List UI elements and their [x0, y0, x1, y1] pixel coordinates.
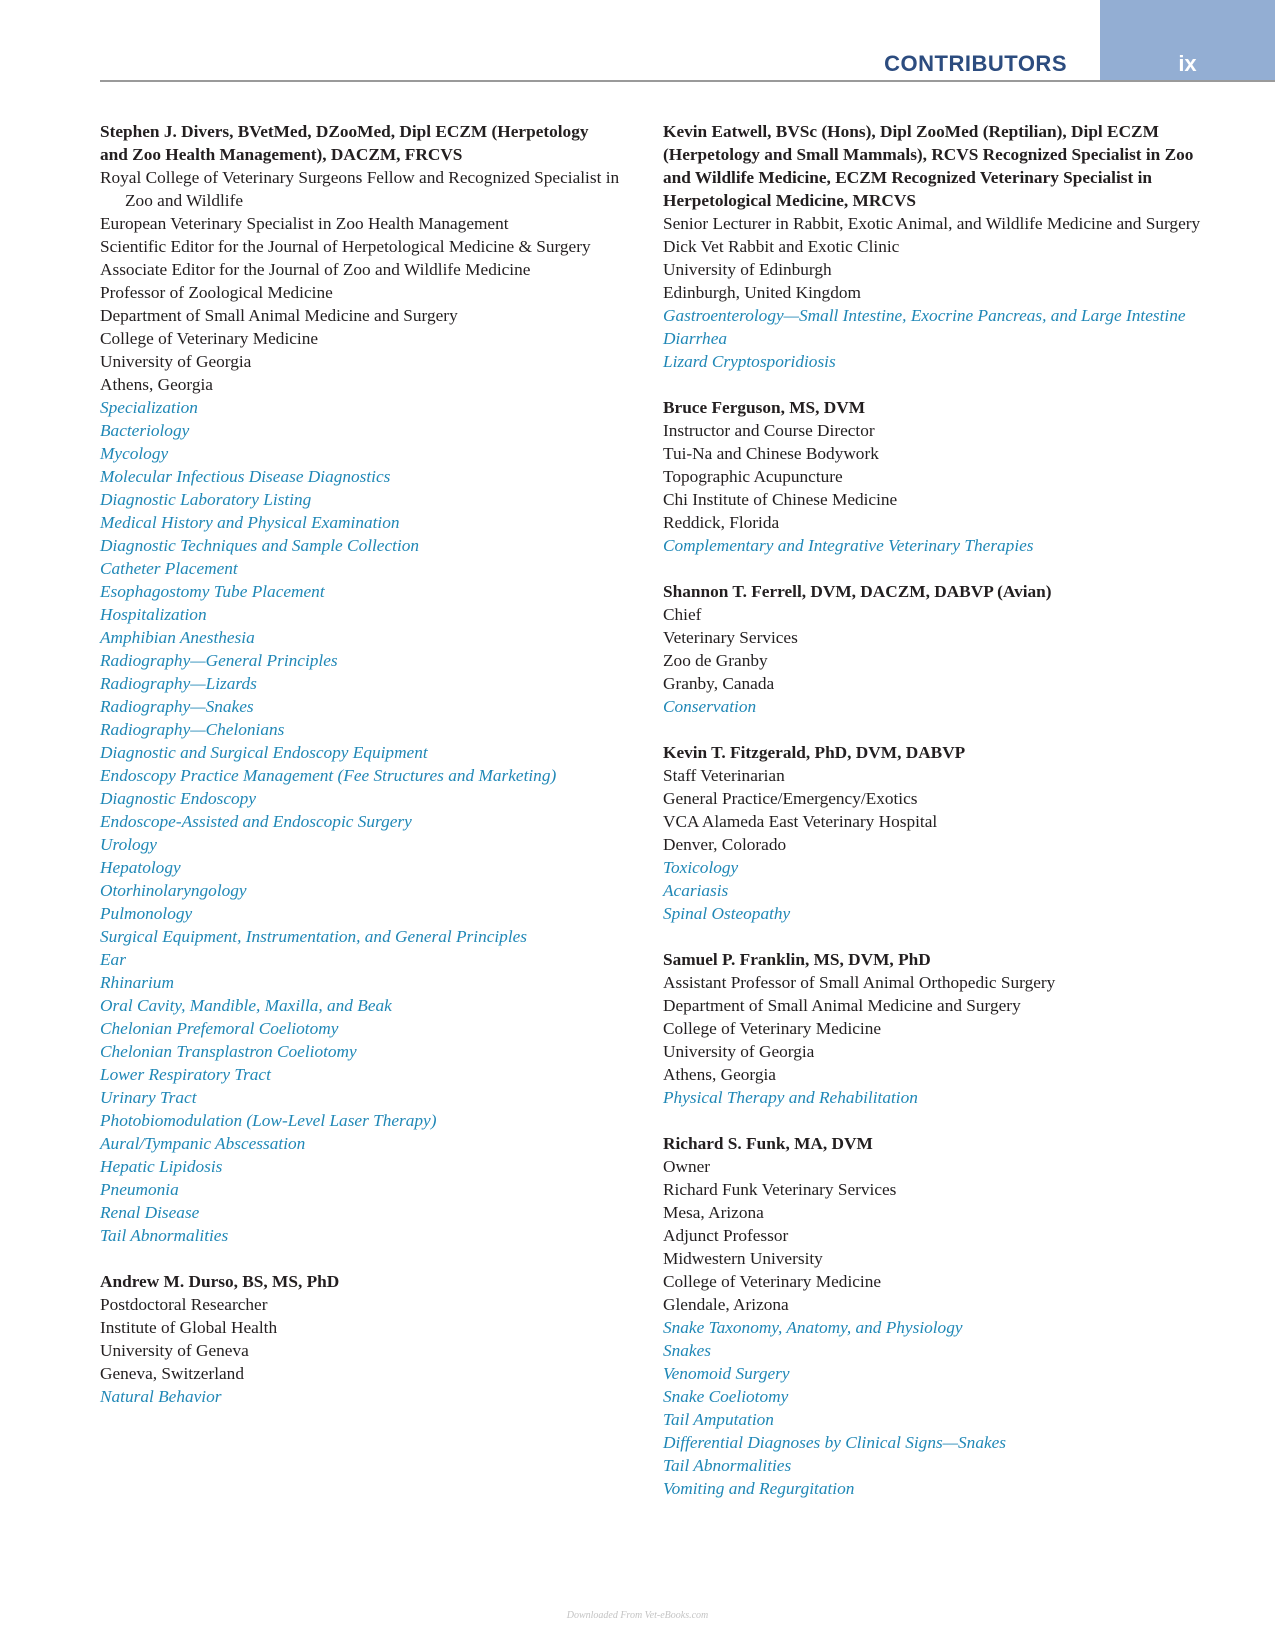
- chapter-link[interactable]: Radiography—Chelonians: [100, 720, 285, 739]
- chapter-link[interactable]: Tail Abnormalities: [100, 1226, 229, 1245]
- affiliation-line: Department of Small Animal Medicine and Surgery: [100, 306, 458, 325]
- affiliation-line: College of Veterinary Medicine: [100, 329, 319, 348]
- affiliation-line: Chief: [663, 605, 702, 624]
- chapter-link[interactable]: Complementary and Integrative Veterinary Therapies: [663, 536, 1034, 555]
- chapter-link[interactable]: Oral Cavity, Mandible, Maxilla, and Beak: [100, 996, 392, 1015]
- contributor-entry: [663, 396, 1203, 557]
- affiliation-line: Glendale, Arizona: [663, 1295, 789, 1314]
- contributors-column-left: [100, 120, 620, 1431]
- affiliation-line: University of Edinburgh: [663, 260, 832, 279]
- chapter-link[interactable]: Physical Therapy and Rehabilitation: [663, 1088, 918, 1107]
- affiliation-line: Professor of Zoological Medicine: [100, 283, 333, 302]
- contributor-name: Richard S. Funk, MA, DVM: [663, 1134, 873, 1153]
- chapter-link[interactable]: Chelonian Prefemoral Coeliotomy: [100, 1019, 339, 1038]
- affiliation-line: VCA Alameda East Veterinary Hospital: [663, 812, 938, 831]
- chapter-link[interactable]: Medical History and Physical Examination: [100, 513, 400, 532]
- chapter-link[interactable]: Lower Respiratory Tract: [100, 1065, 271, 1084]
- chapter-link[interactable]: Conservation: [663, 697, 757, 716]
- chapter-link[interactable]: Natural Behavior: [100, 1387, 222, 1406]
- affiliation-line: College of Veterinary Medicine: [663, 1272, 882, 1291]
- chapter-link[interactable]: Pneumonia: [100, 1180, 179, 1199]
- affiliation-line: University of Geneva: [100, 1341, 249, 1360]
- contributor-name: Bruce Ferguson, MS, DVM: [663, 398, 866, 417]
- chapter-link[interactable]: Aural/Tympanic Abscessation: [100, 1134, 306, 1153]
- chapter-link[interactable]: Rhinarium: [100, 973, 174, 992]
- chapter-link[interactable]: Tail Amputation: [663, 1410, 774, 1429]
- page-number: ix: [1178, 51, 1197, 76]
- contributor-name: Stephen J. Divers, BVetMed, DZooMed, Dipl ECZM (Herpetology and Zoo Health Management), DACZM, FRCVS: [100, 122, 589, 164]
- chapter-link[interactable]: Specialization: [100, 398, 198, 417]
- chapter-link[interactable]: Bacteriology: [100, 421, 190, 440]
- affiliation-line: Mesa, Arizona: [663, 1203, 764, 1222]
- chapter-link[interactable]: Renal Disease: [100, 1203, 200, 1222]
- affiliation-line: Athens, Georgia: [100, 375, 213, 394]
- section-title: CONTRIBUTORS: [884, 51, 1067, 76]
- chapter-link[interactable]: Lizard Cryptosporidiosis: [663, 352, 836, 371]
- affiliation-line: Senior Lecturer in Rabbit, Exotic Animal, and Wildlife Medicine and Surgery: [663, 214, 1201, 233]
- chapter-link[interactable]: Differential Diagnoses by Clinical Signs—Snakes: [663, 1433, 1007, 1452]
- affiliation-line: Postdoctoral Researcher: [100, 1295, 268, 1314]
- affiliation-line: Institute of Global Health: [100, 1318, 278, 1337]
- affiliation-line: Midwestern University: [663, 1249, 823, 1268]
- chapter-link[interactable]: Surgical Equipment, Instrumentation, and General Principles: [100, 927, 528, 946]
- affiliation-line: Owner: [663, 1157, 711, 1176]
- chapter-link[interactable]: Radiography—Lizards: [100, 674, 257, 693]
- chapter-link[interactable]: Radiography—General Principles: [100, 651, 338, 670]
- affiliation-line: Edinburgh, United Kingdom: [663, 283, 861, 302]
- affiliation-line: Instructor and Course Director: [663, 421, 875, 440]
- affiliation-line: Assistant Professor of Small Animal Orthopedic Surgery: [663, 973, 1056, 992]
- contributor-entry: [663, 948, 1203, 1109]
- footer-watermark: Downloaded From Vet-eBooks.com: [566, 1610, 709, 1621]
- affiliation-line: University of Georgia: [663, 1042, 815, 1061]
- contributor-name: Kevin T. Fitzgerald, PhD, DVM, DABVP: [663, 743, 966, 762]
- chapter-link[interactable]: Chelonian Transplastron Coeliotomy: [100, 1042, 357, 1061]
- affiliation-line: College of Veterinary Medicine: [663, 1019, 882, 1038]
- affiliation-line: Athens, Georgia: [663, 1065, 776, 1084]
- chapter-link[interactable]: Tail Abnormalities: [663, 1456, 792, 1475]
- affiliation-line: General Practice/Emergency/Exotics: [663, 789, 918, 808]
- page-number-box: [1100, 0, 1275, 81]
- contributor-entry: [663, 580, 1203, 718]
- chapter-link[interactable]: Endoscopy Practice Management (Fee Structures and Marketing): [100, 766, 557, 785]
- chapter-link[interactable]: Diagnostic Techniques and Sample Collection: [100, 536, 420, 555]
- chapter-link[interactable]: Diagnostic and Surgical Endoscopy Equipment: [100, 743, 428, 762]
- affiliation-line: Associate Editor for the Journal of Zoo and Wildlife Medicine: [100, 260, 531, 279]
- contributor-entry: [663, 1132, 1203, 1500]
- contributor-entry: [663, 741, 1203, 925]
- chapter-link[interactable]: Acariasis: [663, 881, 729, 900]
- header-divider: [100, 80, 1275, 82]
- chapter-link[interactable]: Diagnostic Laboratory Listing: [100, 490, 312, 509]
- chapter-link[interactable]: Toxicology: [663, 858, 739, 877]
- chapter-link[interactable]: Snake Coeliotomy: [663, 1387, 789, 1406]
- chapter-link[interactable]: Hepatology: [100, 858, 181, 877]
- affiliation-line: University of Georgia: [100, 352, 252, 371]
- chapter-link[interactable]: Pulmonology: [100, 904, 193, 923]
- chapter-link[interactable]: Vomiting and Regurgitation: [663, 1479, 855, 1498]
- affiliation-line: Denver, Colorado: [663, 835, 787, 854]
- affiliation-line: Department of Small Animal Medicine and Surgery: [663, 996, 1021, 1015]
- chapter-link[interactable]: Venomoid Surgery: [663, 1364, 790, 1383]
- chapter-link[interactable]: Snake Taxonomy, Anatomy, and Physiology: [663, 1318, 963, 1337]
- contributor-name: Shannon T. Ferrell, DVM, DACZM, DABVP (Avian): [663, 582, 1052, 601]
- chapter-link[interactable]: Snakes: [663, 1341, 711, 1360]
- affiliation-line: Granby, Canada: [663, 674, 775, 693]
- contributor-entry: [663, 120, 1203, 373]
- chapter-link[interactable]: Esophagostomy Tube Placement: [100, 582, 325, 601]
- affiliation-line: European Veterinary Specialist in Zoo Health Management: [100, 214, 509, 233]
- affiliation-line: Dick Vet Rabbit and Exotic Clinic: [663, 237, 900, 256]
- chapter-link[interactable]: Amphibian Anesthesia: [100, 628, 255, 647]
- chapter-link[interactable]: Gastroenterology—Small Intestine, Exocrine Pancreas, and Large Intestine: [663, 306, 1186, 325]
- affiliation-line: Zoo de Granby: [663, 651, 768, 670]
- affiliation-line: Tui-Na and Chinese Bodywork: [663, 444, 879, 463]
- contributor-name: Andrew M. Durso, BS, MS, PhD: [100, 1272, 340, 1291]
- affiliation-line: Richard Funk Veterinary Services: [663, 1180, 897, 1199]
- affiliation-line: Geneva, Switzerland: [100, 1364, 244, 1383]
- chapter-link[interactable]: Radiography—Snakes: [100, 697, 254, 716]
- affiliation-line: Veterinary Services: [663, 628, 798, 647]
- affiliation-line: Royal College of Veterinary Surgeons Fellow and Recognized Specialist in Zoo and Wildlife: [100, 168, 620, 210]
- chapter-link[interactable]: Catheter Placement: [100, 559, 238, 578]
- chapter-link[interactable]: Photobiomodulation (Low-Level Laser Therapy): [100, 1111, 437, 1130]
- chapter-link[interactable]: Molecular Infectious Disease Diagnostics: [100, 467, 391, 486]
- chapter-link[interactable]: Urinary Tract: [100, 1088, 197, 1107]
- contributor-name: Kevin Eatwell, BVSc (Hons), Dipl ZooMed (Reptilian), Dipl ECZM (Herpetology and Small Mammals), RCVS Recognized Specialist in Zoo and Wildlife Medicine, ECZM Recognized Veterinary Specialist in Herpetological Medicine, MRCVS: [663, 122, 1194, 210]
- contributors-column-right: [663, 120, 1203, 1523]
- contributor-name: Samuel P. Franklin, MS, DVM, PhD: [663, 950, 931, 969]
- chapter-link[interactable]: Diagnostic Endoscopy: [100, 789, 256, 808]
- affiliation-line: Staff Veterinarian: [663, 766, 785, 785]
- chapter-link[interactable]: Hepatic Lipidosis: [100, 1157, 223, 1176]
- chapter-link[interactable]: Otorhinolaryngology: [100, 881, 247, 900]
- affiliation-line: Reddick, Florida: [663, 513, 780, 532]
- chapter-link[interactable]: Urology: [100, 835, 157, 854]
- contributor-entry: [100, 1270, 620, 1408]
- chapter-link[interactable]: Ear: [100, 950, 126, 969]
- chapter-link[interactable]: Hospitalization: [100, 605, 207, 624]
- affiliation-line: Topographic Acupuncture: [663, 467, 843, 486]
- chapter-link[interactable]: Diarrhea: [663, 329, 728, 348]
- chapter-link[interactable]: Mycology: [100, 444, 169, 463]
- affiliation-line: Chi Institute of Chinese Medicine: [663, 490, 898, 509]
- contributor-entry: [100, 120, 620, 1247]
- chapter-link[interactable]: Spinal Osteopathy: [663, 904, 791, 923]
- chapter-link[interactable]: Endoscope-Assisted and Endoscopic Surgery: [100, 812, 412, 831]
- affiliation-line: Scientific Editor for the Journal of Herpetological Medicine & Surgery: [100, 237, 591, 256]
- affiliation-line: Adjunct Professor: [663, 1226, 789, 1245]
